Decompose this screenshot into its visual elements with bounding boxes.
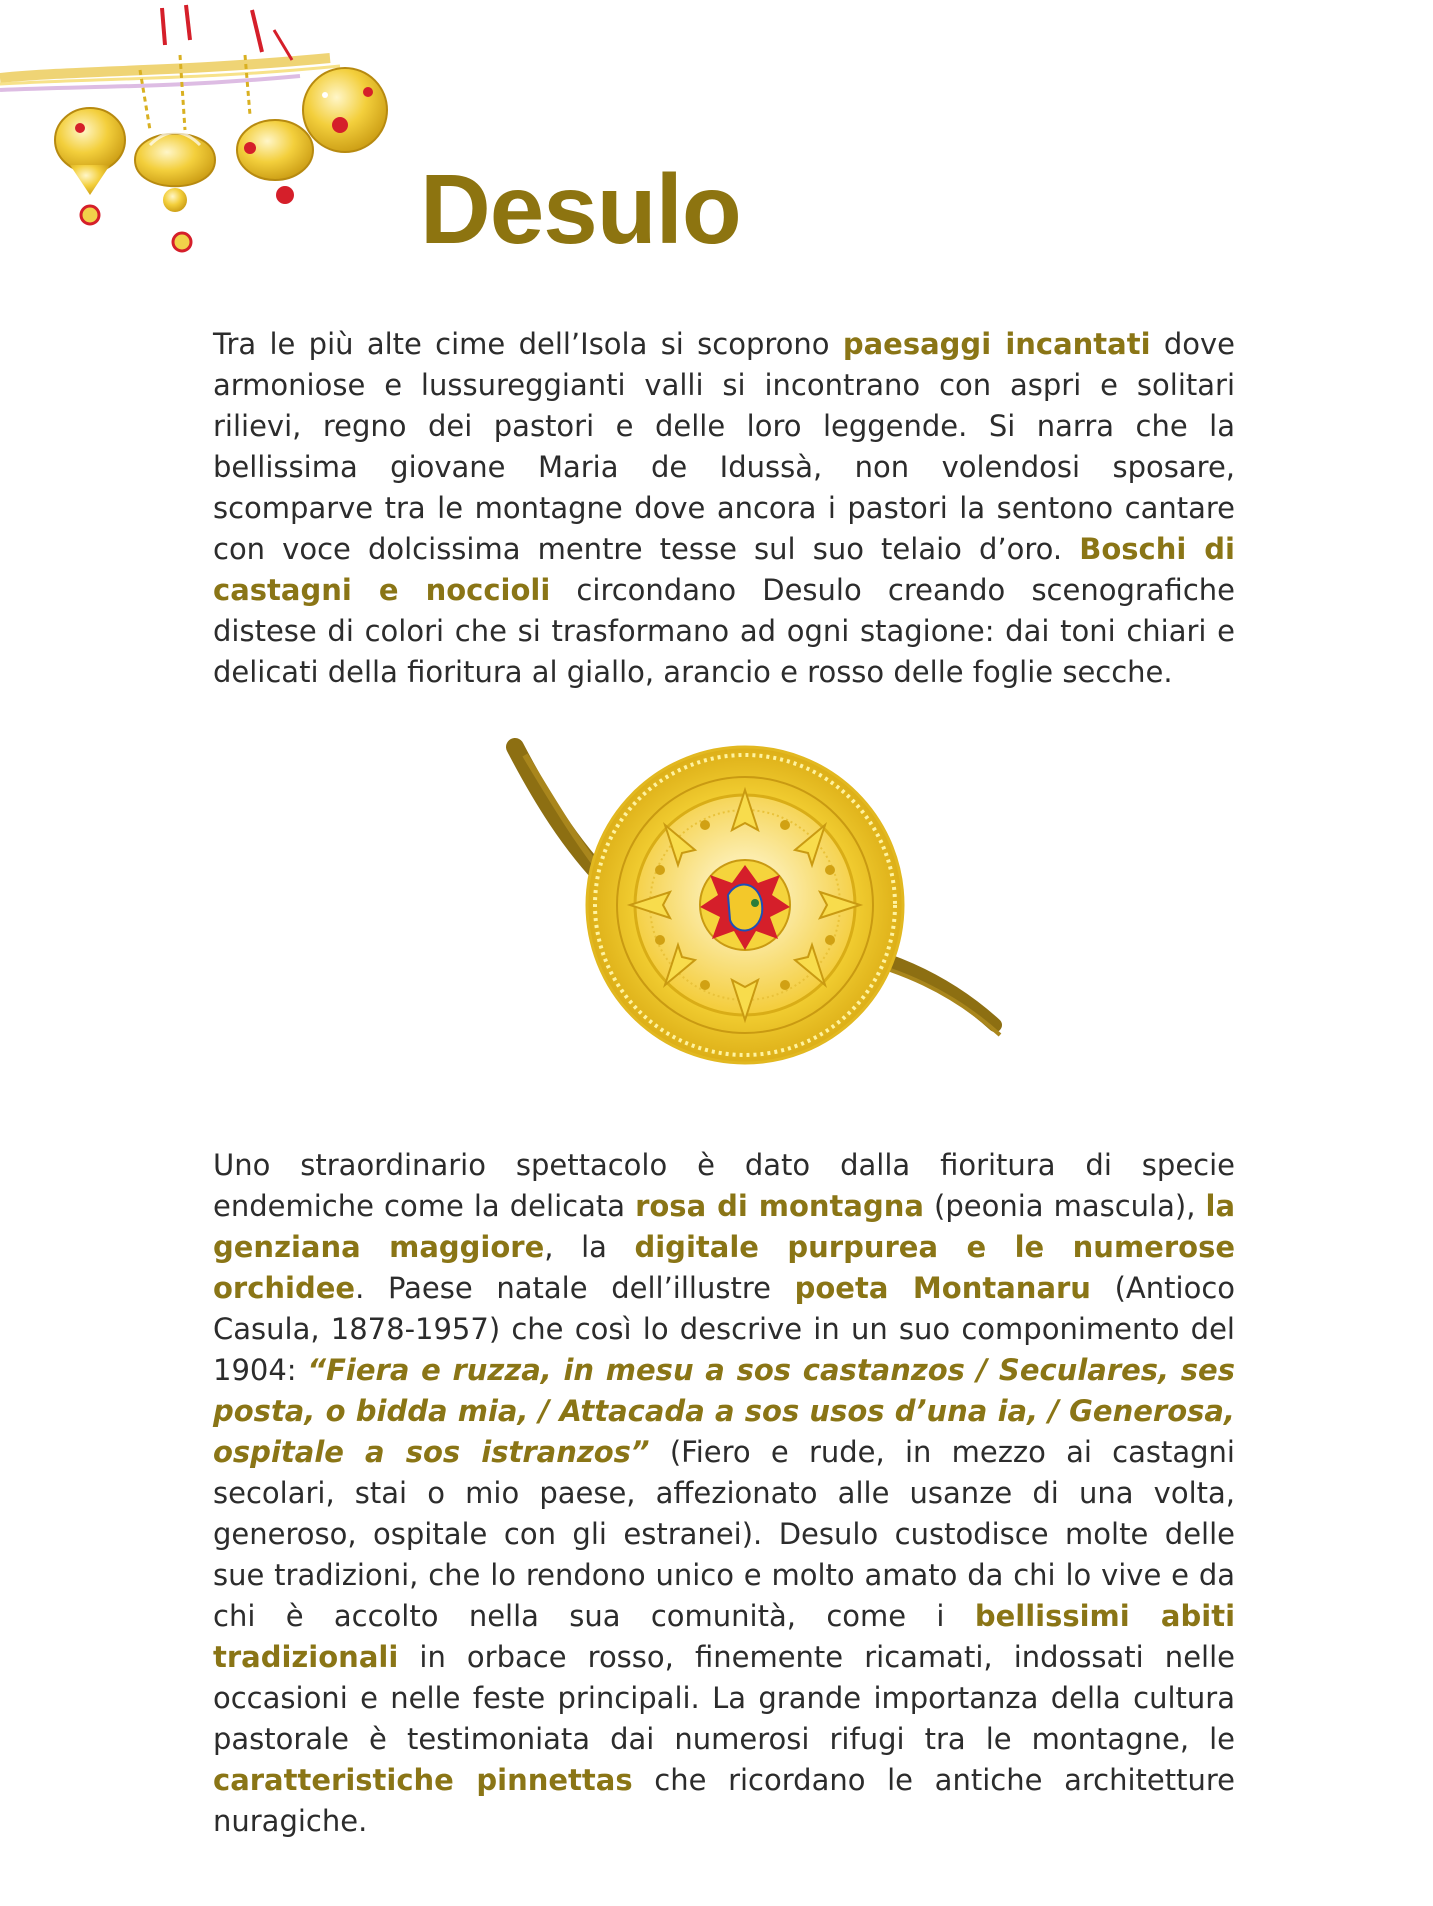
- highlight-pinnettas: caratteristiche pinnettas: [213, 1763, 633, 1797]
- poem-quote: “Fiera e ruzza, in mesu a sos castanzos / Seculares, ses posta, o bidda mia, / Attacada a sos usos d’una ia, / Generosa, ospitale a sos istranzos”: [213, 1353, 1235, 1469]
- intro-paragraph: Tra le più alte cime dell’Isola si scoprono paesaggi incantati dove armoniose e lussureggianti valli si incontrano con aspri e solitari rilievi, regno dei pastori e delle loro leggende. Si narra che la bellissima giovane Maria de Idussà, non volendosi sposare, scomparve tra le montagne dove ancora i pastori la sentono cantare con voce dolcissima mentre tesse sul suo telaio d’oro. Boschi di castagni e noccioli circondano Desulo creando scenografiche distese di colori che si trasformano ad ogni stagione: dai toni chiari e delicati della fioritura al giallo, arancio e rosso delle foglie secche.: [213, 327, 1236, 689]
- page-title: Desulo: [420, 154, 741, 264]
- pendant-4: [303, 68, 387, 152]
- pendant-3: [237, 120, 313, 204]
- highlight-paesaggi: paesaggi incantati: [842, 327, 1151, 361]
- pendant-2: [135, 133, 215, 252]
- highlight-abiti: bellissimi abiti tradizionali: [213, 1599, 1236, 1674]
- highlight-poeta: poeta Montanaru: [794, 1271, 1091, 1305]
- main-paragraph: Uno straordinario spettacolo è dato dalla fioritura di specie endemiche come la delicata rosa di montagna (peonia mascula), la genziana maggiore, la digitale purpurea e le numerose orchidee. Paese natale dell’illustre poeta Montanaru (Antioco Casula, 1878-1957) che così lo descrive in un suo componimento del 1904: “Fiera e ruzza, in mesu a sos castanzos / Seculares, ses posta, o bidda mia, / Attacada a sos usos d’una ia, / Generosa, ospitale a sos istranzos” (Fiero e rude, in mezzo ai castagni secolari, stai o mio paese, affezionato alle usanze di una volta, generoso, ospitale con gli estranei). Desulo custodisce molte delle sue tradizioni, che lo rendono unico e molto amato da chi lo vive e da chi è accolto nella sua comunità, come i bellissimi abiti tradizionali in orbace rosso, finemente ricamati, indossati nelle occasioni e nelle feste principali. La grande importanza della cultura pastorale è testimoniata dai numerosi rifugi tra le montagne, le caratteristiche pinnettas che ricordano le antiche architetture nuragiche.: [213, 1148, 1236, 1838]
- golden-pendants-illustration: [0, 0, 420, 260]
- highlight-genziana: la genziana maggiore: [213, 1189, 1236, 1264]
- highlight-digitale: digitale purpurea e le numerose orchidee: [213, 1230, 1235, 1305]
- pendant-1: [55, 108, 125, 224]
- highlight-boschi: Boschi di castagni e noccioli: [213, 532, 1235, 607]
- highlight-rosa: rosa di montagna: [635, 1189, 924, 1223]
- golden-medallion-illustration: [500, 735, 1010, 1065]
